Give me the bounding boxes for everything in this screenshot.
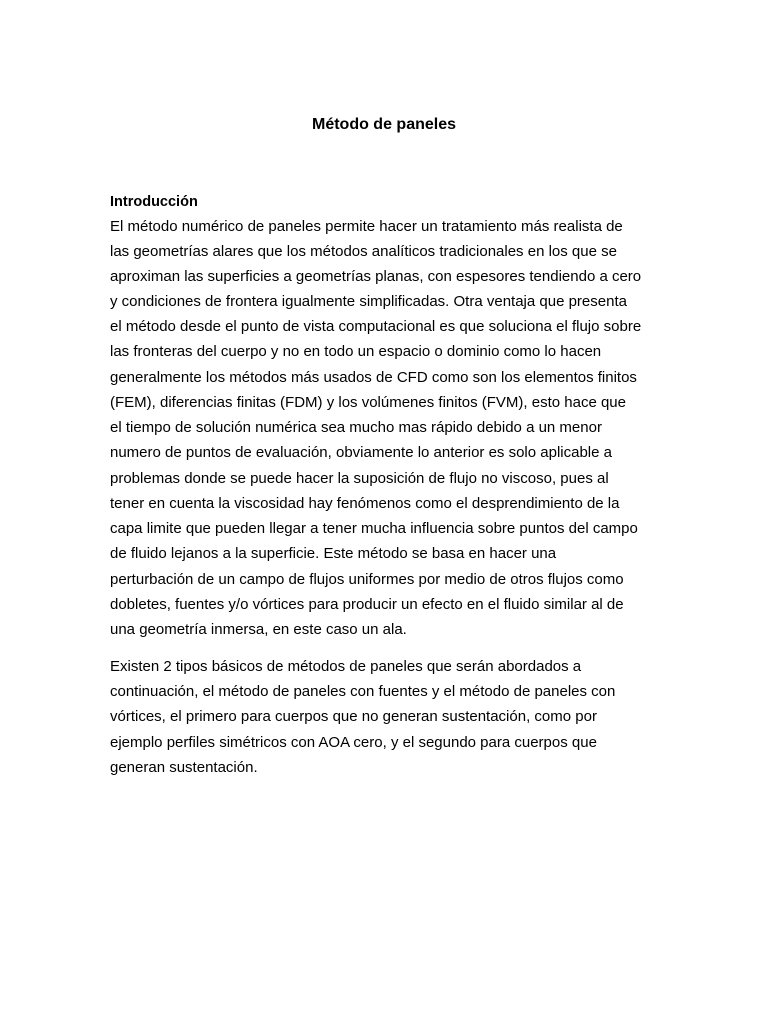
paragraph-line: generan sustentación. [110, 759, 258, 776]
paragraph-line: y condiciones de frontera igualmente simplificadas. Otra ventaja que presenta [110, 293, 627, 310]
paragraph-line: continuación, el método de paneles con fuentes y el método de paneles con [110, 683, 616, 700]
paragraph-line: una geometría inmersa, en este caso un ala. [110, 621, 407, 638]
paragraph-line: tener en cuenta la viscosidad hay fenómenos como el desprendimiento de la [110, 495, 620, 512]
paragraph-line: aproximan las superficies a geometrías planas, con espesores tendiendo a cero [110, 268, 642, 285]
paragraph-line: numero de puntos de evaluación, obviamente lo anterior es solo aplicable a [110, 444, 612, 461]
paragraph-line: (FEM), diferencias finitas (FDM) y los volúmenes finitos (FVM), esto hace que [110, 394, 626, 411]
paragraph-line: de fluido lejanos a la superficie. Este método se basa en hacer una [110, 545, 557, 562]
paragraph-line: vórtices, el primero para cuerpos que no generan sustentación, como por [110, 708, 597, 725]
document-title: Método de paneles [311, 116, 457, 133]
paragraph-line: Existen 2 tipos básicos de métodos de paneles que serán abordados a [110, 658, 582, 675]
paragraph-line: problemas donde se puede hacer la suposición de flujo no viscoso, pues al [110, 470, 609, 487]
paragraph-line: capa limite que pueden llegar a tener mucha influencia sobre puntos del campo [110, 520, 638, 537]
paragraph-line: el tiempo de solución numérica sea mucho mas rápido debido a un menor [110, 419, 602, 436]
paragraph-line: el método desde el punto de vista computacional es que soluciona el flujo sobre [110, 318, 642, 335]
paragraph-line: las geometrías alares que los métodos analíticos tradicionales en los que se [110, 243, 617, 260]
paragraph-line: generalmente los métodos más usados de CFD como son los elementos finitos [110, 369, 637, 386]
paragraph-line: perturbación de un campo de flujos uniformes por medio de otros flujos como [110, 571, 624, 588]
paragraph-line: dobletes, fuentes y/o vórtices para producir un efecto en el fluido similar al de [110, 596, 624, 613]
section-heading: Introducción [110, 194, 198, 210]
paragraph-line: las fronteras del cuerpo y no en todo un espacio o dominio como lo hacen [110, 343, 602, 360]
paragraph-line: ejemplo perfiles simétricos con AOA cero, y el segundo para cuerpos que [110, 734, 597, 751]
paragraph-line: El método numérico de paneles permite hacer un tratamiento más realista de [110, 218, 623, 235]
